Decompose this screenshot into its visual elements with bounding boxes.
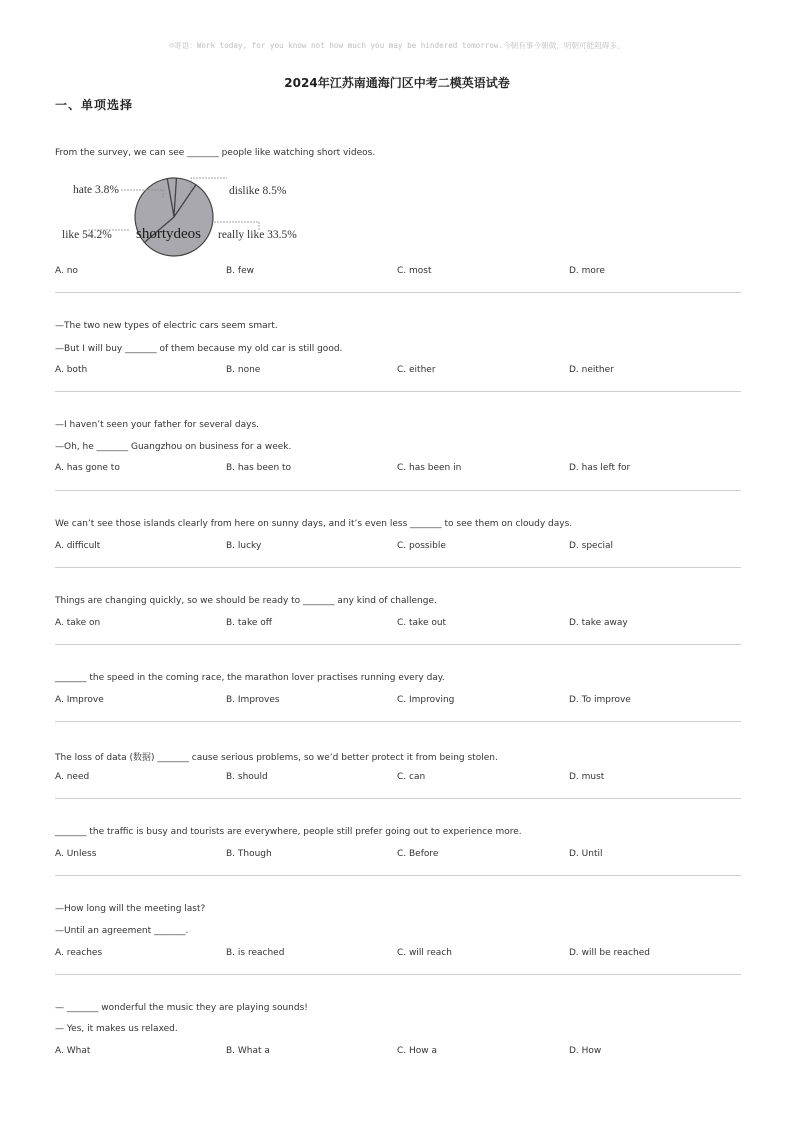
pie-label-hate: hate 3.8% — [73, 184, 119, 196]
page-title: 2024年江苏南通海门区中考二模英语试卷 — [284, 76, 510, 90]
option-b[interactable]: B. Though — [226, 849, 272, 859]
option-b[interactable]: B. Improves — [226, 695, 280, 705]
divider — [55, 798, 741, 799]
question-text: —Until an agreement _______. — [55, 926, 189, 936]
question-text: The loss of data (数据) _______ cause serious problems, so we’d better protect it from being stolen. — [55, 753, 498, 763]
option-a[interactable]: A. both — [55, 365, 88, 375]
question-text: Things are changing quickly, so we should be ready to _______ any kind of challenge. — [55, 596, 437, 606]
option-b[interactable]: B. should — [226, 772, 268, 782]
option-a[interactable]: A. What — [55, 1046, 91, 1056]
option-a[interactable]: A. take on — [55, 618, 101, 628]
divider — [55, 490, 741, 491]
option-d[interactable]: D. will be reached — [569, 948, 650, 958]
watermark-motto: ☺寄语：Work today, for you know not how much you may be hindered tomorrow.今朝有事今朝做，明朝可能阻碍多。 — [169, 41, 625, 50]
pie-label-like: like 54.2% — [62, 229, 112, 241]
option-a[interactable]: A. Unless — [55, 849, 97, 859]
option-a[interactable]: A. no — [55, 266, 78, 276]
option-c[interactable]: C. can — [397, 772, 426, 782]
option-c[interactable]: C. Before — [397, 849, 439, 859]
option-d[interactable]: D. has left for — [569, 463, 631, 473]
option-d[interactable]: D. take away — [569, 618, 628, 628]
option-b[interactable]: B. What a — [226, 1046, 270, 1056]
question-text: _______ the traffic is busy and tourists are everywhere, people still prefer going out to experience more. — [55, 827, 522, 837]
pie-label-really-like: really like 33.5% — [218, 229, 297, 241]
option-d[interactable]: D. How — [569, 1046, 602, 1056]
question-text: —The two new types of electric cars seem smart. — [55, 321, 278, 331]
option-d[interactable]: D. must — [569, 772, 605, 782]
option-d[interactable]: D. neither — [569, 365, 614, 375]
option-c[interactable]: C. possible — [397, 541, 446, 551]
option-b[interactable]: B. lucky — [226, 541, 262, 551]
option-a[interactable]: A. need — [55, 772, 90, 782]
divider — [55, 292, 741, 293]
option-b[interactable]: B. take off — [226, 618, 272, 628]
question-text: _______ the speed in the coming race, the marathon lover practises running every day. — [55, 673, 445, 683]
option-c[interactable]: C. Improving — [397, 695, 455, 705]
option-b[interactable]: B. none — [226, 365, 261, 375]
option-c[interactable]: C. will reach — [397, 948, 452, 958]
pie-center-label: shortydeos — [136, 226, 201, 242]
option-c[interactable]: C. take out — [397, 618, 447, 628]
option-d[interactable]: D. Until — [569, 849, 603, 859]
section-heading: 一、单项选择 — [55, 98, 134, 112]
option-a[interactable]: A. reaches — [55, 948, 103, 958]
option-a[interactable]: A. difficult — [55, 541, 101, 551]
survey-pie-chart — [55, 172, 315, 262]
question-text: From the survey, we can see _______ people like watching short videos. — [55, 148, 376, 158]
option-d[interactable]: D. more — [569, 266, 605, 276]
question-text: We can’t see those islands clearly from here on sunny days, and it’s even less _______ to see them on cloudy days. — [55, 519, 573, 529]
option-b[interactable]: B. has been to — [226, 463, 292, 473]
option-b[interactable]: B. few — [226, 266, 254, 276]
question-text: — Yes, it makes us relaxed. — [55, 1024, 178, 1034]
question-text: —But I will buy _______ of them because my old car is still good. — [55, 344, 343, 354]
divider — [55, 875, 741, 876]
option-c[interactable]: C. has been in — [397, 463, 462, 473]
question-text: —Oh, he _______ Guangzhou on business for a week. — [55, 442, 292, 452]
divider — [55, 974, 741, 975]
option-d[interactable]: D. To improve — [569, 695, 631, 705]
question-text: — _______ wonderful the music they are playing sounds! — [55, 1003, 308, 1013]
divider — [55, 644, 741, 645]
divider — [55, 721, 741, 722]
question-text: —I haven’t seen your father for several days. — [55, 420, 259, 430]
option-c[interactable]: C. most — [397, 266, 432, 276]
option-a[interactable]: A. Improve — [55, 695, 104, 705]
divider — [55, 567, 741, 568]
question-text: —How long will the meeting last? — [55, 904, 206, 914]
option-a[interactable]: A. has gone to — [55, 463, 120, 473]
divider — [55, 391, 741, 392]
option-c[interactable]: C. either — [397, 365, 436, 375]
option-b[interactable]: B. is reached — [226, 948, 285, 958]
pie-label-dislike: dislike 8.5% — [229, 185, 287, 197]
option-d[interactable]: D. special — [569, 541, 614, 551]
option-c[interactable]: C. How a — [397, 1046, 438, 1056]
